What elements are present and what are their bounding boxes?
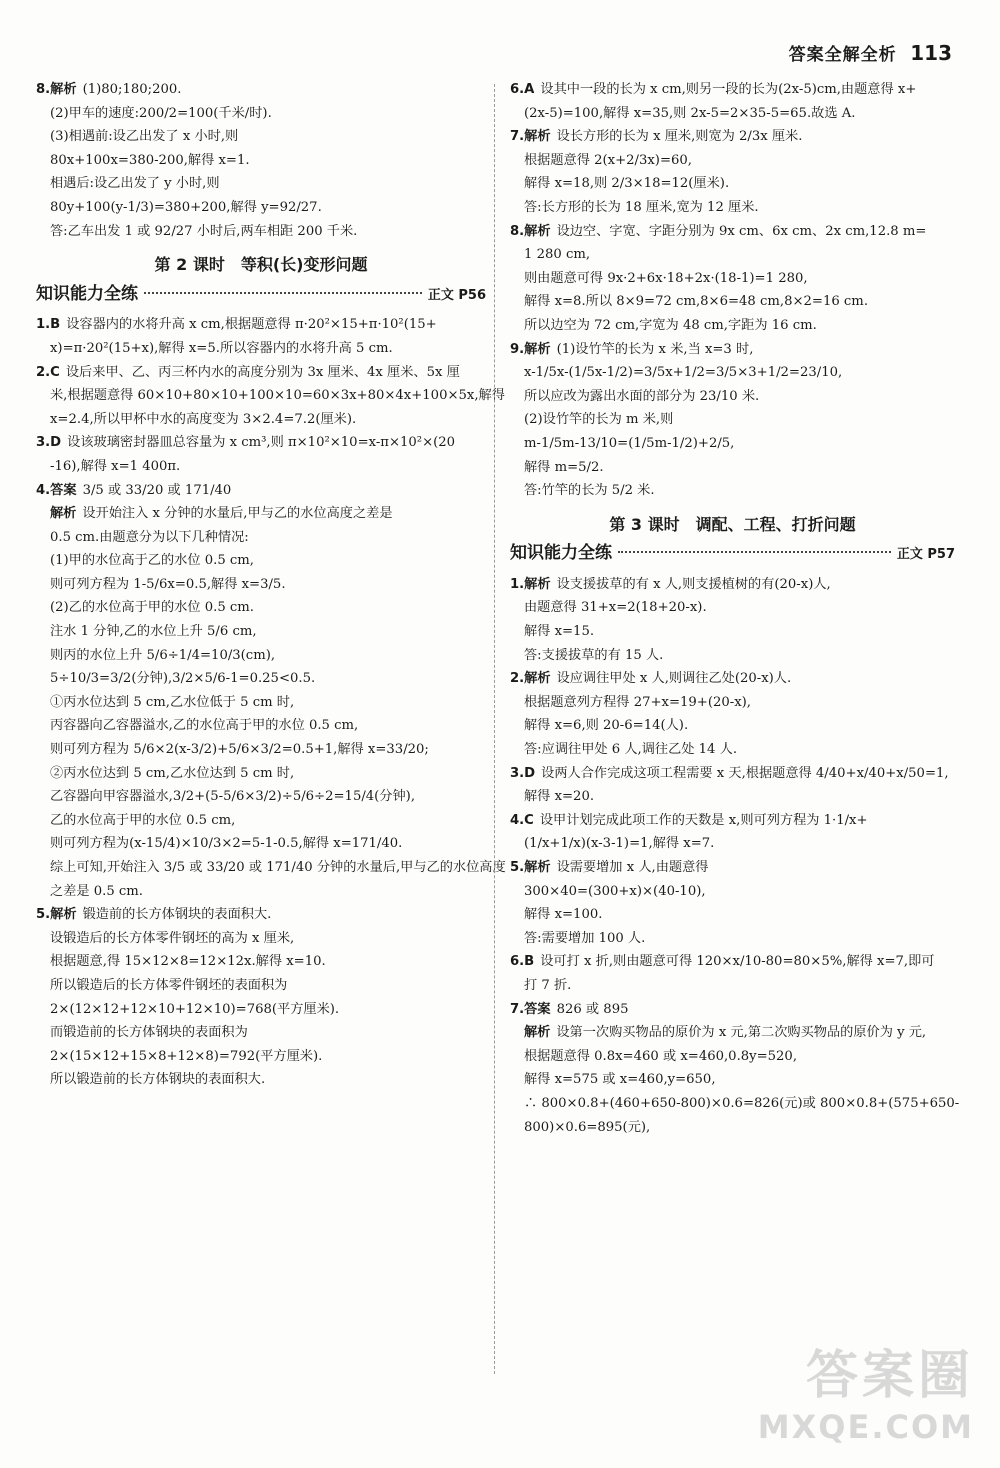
answer-label: 1.解析 xyxy=(510,576,551,592)
answer-line xyxy=(510,1045,955,1069)
section-title: 第 3 课时 调配、工程、打折问题 xyxy=(609,514,856,534)
answer-text: 设其中一段的长为 x cm,则另一段的长为(2x-5)cm,由题意得 x+ xyxy=(540,82,917,97)
answer-text: 设两人合作完成这项工程需要 x 天,根据题意得 4/40+x/40+x/50=1, xyxy=(541,765,949,781)
answer-text: 答:支援拔草的有 15 人. xyxy=(524,647,664,663)
answer-line xyxy=(510,338,955,362)
answer-text: 答:长方形的长为 18 厘米,宽为 12 厘米. xyxy=(524,199,759,215)
answer-line xyxy=(36,738,486,762)
answer-text: 答:乙车出发 1 或 92/27 小时后,两车相距 200 千米. xyxy=(50,223,358,239)
answer-line xyxy=(510,243,955,267)
answer-text: 米,根据题意得 60×10+80×10+100×10=60×3x+80×4x+100×5x,解得 xyxy=(50,388,505,404)
answer-label: 解析 xyxy=(50,506,77,522)
answer-text: 乙容器向甲容器溢水,3/2+(5-5/6×3/2)÷5/6÷2=15/4(分钟), xyxy=(50,789,416,805)
answer-text: 解得 x=20. xyxy=(524,789,595,805)
answer-text: 80x+100x=380-200,解得 x=1. xyxy=(50,152,250,168)
answer-text: 826 或 895 xyxy=(556,1001,629,1017)
answer-line xyxy=(510,856,955,880)
answer-text: 而锻造前的长方体钢块的表面积为 xyxy=(50,1025,248,1041)
answer-text: (1/x+1/x)(x-3-1)=1,解得 x=7. xyxy=(524,836,715,852)
answer-text: 相遇后:设乙出发了 y 小时,则 xyxy=(50,176,220,192)
answer-line xyxy=(510,432,955,456)
answer-text: 锻造前的长方体钢块的表面积大. xyxy=(82,907,272,923)
answer-line xyxy=(510,125,955,149)
answer-text: 0.5 cm.由题意分为以下几种情况: xyxy=(50,529,249,545)
right-column xyxy=(510,78,960,1139)
answer-text: 解得 x=15. xyxy=(524,624,595,640)
answer-line xyxy=(510,596,955,620)
answer-text: 设开始注入 x 分钟的水量后,甲与乙的水位高度之差是 xyxy=(82,506,393,522)
answer-line xyxy=(510,78,955,102)
answer-text: 丙容器向乙容器溢水,乙的水位高于甲的水位 0.5 cm, xyxy=(50,718,359,734)
exercise-band xyxy=(36,283,486,308)
answer-text: 设后来甲、乙、丙三杯内水的高度分别为 3x 厘米、4x 厘米、5x 厘 xyxy=(65,364,460,380)
answer-label: 7.答案 xyxy=(510,1001,551,1017)
answer-text: 设长方形的长为 x 厘米,则宽为 2/3x 厘米. xyxy=(556,129,803,145)
answer-text: 根据题意得 0.8x=460 或 x=460,0.8y=520, xyxy=(524,1048,798,1064)
answer-text: x=2.4,所以甲杯中水的高度变为 3×2.4=7.2(厘米). xyxy=(50,411,357,427)
answer-text: 所以应改为露出水面的部分为 23/10 米. xyxy=(524,388,760,404)
answer-text: 之差是 0.5 cm. xyxy=(50,883,144,899)
answer-text: 则可列方程为 5/6×2(x-3/2)+5/6×3/2=0.5+1,解得 x=33/20; xyxy=(50,742,429,758)
answer-text: 设甲计划完成此项工作的天数是 x,则可列方程为 1·1/x+ xyxy=(539,812,868,828)
answer-text: 根据题意,得 15×12×8=12×12x.解得 x=10. xyxy=(50,954,326,970)
answer-line xyxy=(510,361,955,385)
answer-line xyxy=(510,172,955,196)
answer-line xyxy=(36,880,486,904)
answer-line xyxy=(510,809,955,833)
answer-line xyxy=(36,408,486,432)
answer-text: 设边空、字宽、字距分别为 9x cm、6x cm、2x cm,12.8 m= xyxy=(556,223,927,239)
left-column xyxy=(36,78,506,1092)
answer-text: 5÷10/3=3/2(分钟),3/2×5/6-1=0.25<0.5. xyxy=(50,671,316,687)
answer-line xyxy=(36,172,486,196)
answer-text: (2x-5)=100,解得 x=35,则 2x-5=2×35-5=65.故选 A. xyxy=(524,105,856,121)
page-number: 113 xyxy=(910,41,952,65)
answer-line xyxy=(36,974,486,998)
answer-text: 答:需要增加 100 人. xyxy=(524,930,646,946)
answer-line xyxy=(36,667,486,691)
answer-text: 设可打 x 折,则由题意可得 120×x/10-80=80×5%,解得 x=7,即可 xyxy=(540,954,935,970)
answer-line xyxy=(36,502,486,526)
answer-line xyxy=(510,832,955,856)
answer-text: 解得 x=100. xyxy=(524,907,603,923)
answer-line xyxy=(510,456,955,480)
answer-text: 所以锻造后的长方体零件钢坯的表面积为 xyxy=(50,977,288,993)
answer-line xyxy=(36,832,486,856)
answer-line xyxy=(510,220,955,244)
answer-label: 1.B xyxy=(36,317,61,333)
dotted-leader xyxy=(618,551,891,553)
answer-text: 注水 1 分钟,乙的水位上升 5/6 cm, xyxy=(50,624,257,640)
answer-text: (2)乙的水位高于甲的水位 0.5 cm. xyxy=(50,600,254,616)
answer-text: 80y+100(y-1/3)=380+200,解得 y=92/27. xyxy=(50,199,322,215)
exercise-band xyxy=(510,542,955,567)
answer-line xyxy=(510,1116,955,1140)
answer-line xyxy=(510,385,955,409)
answer-line xyxy=(510,1068,955,1092)
section-title: 第 2 课时 等积(长)变形问题 xyxy=(154,255,368,275)
answer-text: 解得 x=575 或 x=460,y=650, xyxy=(524,1072,716,1088)
answer-text: 设支援拔草的有 x 人,则支援植树的有(20-x)人, xyxy=(556,576,831,592)
header-title: 答案全解全析 xyxy=(788,45,897,65)
answer-line xyxy=(36,903,486,927)
answer-line xyxy=(510,785,955,809)
answer-line xyxy=(510,196,955,220)
answer-line xyxy=(510,149,955,173)
answer-line xyxy=(36,596,486,620)
answer-line xyxy=(510,950,955,974)
answer-label: 7.解析 xyxy=(510,129,551,145)
answer-text: 设需要增加 x 人,由题意得 xyxy=(556,860,709,875)
answer-text: m-1/5m-13/10=(1/5m-1/2)+2/5, xyxy=(524,435,735,451)
answer-text: 2×(15×12+15×8+12×8)=792(平方厘米). xyxy=(50,1048,323,1064)
answer-text: 解得 x=6,则 20-6=14(人). xyxy=(524,718,689,734)
answer-line xyxy=(36,455,486,479)
answer-line xyxy=(510,903,955,927)
answer-line xyxy=(36,573,486,597)
answer-label: 2.C xyxy=(36,364,60,380)
answer-text: ②丙水位达到 5 cm,乙水位达到 5 cm 时, xyxy=(50,765,295,781)
answer-text: (1)设竹竿的长为 x 米,当 x=3 时, xyxy=(556,341,754,357)
answer-line xyxy=(510,880,955,904)
answer-line xyxy=(36,102,486,126)
answer-line xyxy=(510,573,955,597)
answer-line xyxy=(36,644,486,668)
watermark xyxy=(758,1333,974,1446)
watermark-logo: 答案圈 xyxy=(805,1346,974,1406)
answer-line xyxy=(510,998,955,1022)
answer-line xyxy=(510,102,955,126)
answer-text: ∴ 800×0.8+(460+650-800)×0.6=826(元)或 800×0.8+(575+650- xyxy=(524,1095,960,1111)
column-divider xyxy=(494,84,495,1374)
answer-text: 设容器内的水将升高 x cm,根据题意得 π·20²×15+π·10²(15+ xyxy=(66,317,437,333)
dotted-leader xyxy=(144,292,422,294)
answer-line xyxy=(510,1092,960,1116)
answer-line xyxy=(510,644,955,668)
answer-line xyxy=(36,313,486,337)
answer-text: 解得 m=5/2. xyxy=(524,459,604,475)
answer-label: 9.解析 xyxy=(510,341,551,357)
answer-line xyxy=(510,667,955,691)
answer-line xyxy=(510,408,955,432)
answer-line xyxy=(510,267,955,291)
page-header xyxy=(789,40,952,65)
answer-text: 答:竹竿的长为 5/2 米. xyxy=(524,483,655,499)
answer-line xyxy=(36,1021,486,1045)
watermark-url: MXQE.COM xyxy=(757,1408,974,1446)
answer-line xyxy=(36,196,486,220)
answer-line xyxy=(36,762,486,786)
answer-text: 300×40=(300+x)×(40-10), xyxy=(524,883,706,899)
answer-text: x-1/5x-(1/5x-1/2)=3/5x+1/2=3/5×3+1/2=23/10, xyxy=(524,365,843,381)
answer-text: 解得 x=8.所以 8×9=72 cm,8×6=48 cm,8×2=16 cm. xyxy=(524,294,869,310)
answer-label: 8.解析 xyxy=(36,82,77,97)
answer-line xyxy=(36,714,486,738)
answer-text: 解得 x=18,则 2/3×18=12(厘米). xyxy=(524,176,730,192)
answer-text: 答:应调往甲处 6 人,调往乙处 14 人. xyxy=(524,742,738,758)
answer-label: 5.解析 xyxy=(510,860,551,875)
answer-label: 6.A xyxy=(510,82,535,97)
answer-text: 打 7 折. xyxy=(524,977,572,993)
answer-line xyxy=(36,337,486,361)
answer-line xyxy=(510,974,955,998)
answer-line xyxy=(36,1045,486,1069)
answer-text: 设应调往甲处 x 人,则调往乙处(20-x)人. xyxy=(556,671,792,687)
answer-text: (1)80;180;200. xyxy=(82,82,182,97)
answer-label: 解析 xyxy=(524,1025,551,1041)
answer-line xyxy=(510,691,955,715)
answer-text: 设第一次购买物品的原价为 x 元,第二次购买物品的原价为 y 元, xyxy=(556,1025,927,1041)
answer-text: 所以边空为 72 cm,字宽为 48 cm,字距为 16 cm. xyxy=(524,317,817,333)
answer-text: 设该玻璃密封器皿总容量为 x cm³,则 π×10²×10=x-π×10²×(20 xyxy=(67,435,456,451)
answer-text: 综上可知,开始注入 3/5 或 33/20 或 171/40 分钟的水量后,甲与乙的水位高度 xyxy=(50,860,506,875)
answer-line xyxy=(36,431,486,455)
answer-text: 800)×0.6=895(元), xyxy=(524,1119,651,1135)
answer-line xyxy=(510,738,955,762)
answer-line xyxy=(510,620,955,644)
answer-text: 1 280 cm, xyxy=(524,247,591,263)
answer-line xyxy=(36,526,486,550)
answer-line xyxy=(36,78,486,102)
answer-line xyxy=(36,479,486,503)
answer-text: 2×(12×12+12×10+12×10)=768(平方厘米). xyxy=(50,1001,340,1017)
answer-line xyxy=(36,950,486,974)
answer-text: 则由题意可得 9x·2+6x·18+2x·(18-1)=1 280, xyxy=(524,270,808,286)
answer-line xyxy=(510,479,955,503)
answer-label: 3.D xyxy=(36,435,62,451)
answer-line xyxy=(36,691,486,715)
page-reference: 正文 P56 xyxy=(427,287,486,303)
answer-label: 6.B xyxy=(510,954,535,970)
answer-label: 3.D xyxy=(510,765,536,781)
answer-text: -16),解得 x=1 400π. xyxy=(50,458,181,474)
band-title: 知识能力全练 xyxy=(510,543,612,564)
answer-line xyxy=(510,762,955,786)
answer-line xyxy=(36,927,486,951)
answer-line xyxy=(36,549,486,573)
answer-text: 乙的水位高于甲的水位 0.5 cm, xyxy=(50,812,236,828)
answer-text: 设锻造后的长方体零件钢坯的高为 x 厘米, xyxy=(50,930,295,946)
answer-text: (3)相遇前:设乙出发了 x 小时,则 xyxy=(50,129,239,145)
answer-line xyxy=(36,809,486,833)
answer-line xyxy=(510,290,955,314)
answer-label: 2.解析 xyxy=(510,671,551,687)
answer-line xyxy=(36,361,486,385)
answer-line xyxy=(36,149,486,173)
answer-text: ①丙水位达到 5 cm,乙水位低于 5 cm 时, xyxy=(50,694,295,710)
answer-line xyxy=(36,785,486,809)
answer-line xyxy=(36,620,486,644)
answer-text: (2)甲车的速度:200/2=100(千米/时). xyxy=(50,105,272,121)
answer-line xyxy=(510,314,955,338)
answer-label: 8.解析 xyxy=(510,223,551,239)
answer-text: x)=π·20²(15+x),解得 x=5.所以容器内的水将升高 5 cm. xyxy=(50,340,393,356)
answer-line xyxy=(510,927,955,951)
answer-text: 则可列方程为 1-5/6x=0.5,解得 x=3/5. xyxy=(50,576,286,592)
answer-line xyxy=(36,1068,486,1092)
band-title: 知识能力全练 xyxy=(36,283,138,304)
answer-line xyxy=(510,1021,955,1045)
answer-line xyxy=(36,856,506,880)
answer-text: 所以锻造前的长方体钢块的表面积大. xyxy=(50,1072,266,1088)
answer-line xyxy=(36,384,505,408)
answer-text: 根据题意列方程得 27+x=19+(20-x), xyxy=(524,694,751,710)
answer-line xyxy=(36,220,486,244)
answer-label: 5.解析 xyxy=(36,907,77,923)
answer-text: 3/5 或 33/20 或 171/40 xyxy=(82,482,232,498)
answer-text: (1)甲的水位高于乙的水位 0.5 cm, xyxy=(50,553,254,569)
answer-text: 根据题意得 2(x+2/3x)=60, xyxy=(524,152,692,168)
answer-text: 则可列方程为(x-15/4)×10/3×2=5-1-0.5,解得 x=171/40. xyxy=(50,836,403,852)
answer-label: 4.答案 xyxy=(36,482,77,498)
answer-line xyxy=(36,125,486,149)
answer-line xyxy=(510,714,955,738)
answer-text: 则丙的水位上升 5/6÷1/4=10/3(cm), xyxy=(50,647,276,663)
page-reference: 正文 P57 xyxy=(896,547,955,563)
answer-text: (2)设竹竿的长为 m 米,则 xyxy=(524,412,674,428)
answer-line xyxy=(36,998,486,1022)
answer-text: 由题意得 31+x=2(18+20-x). xyxy=(524,600,707,616)
answer-label: 4.C xyxy=(510,812,534,828)
